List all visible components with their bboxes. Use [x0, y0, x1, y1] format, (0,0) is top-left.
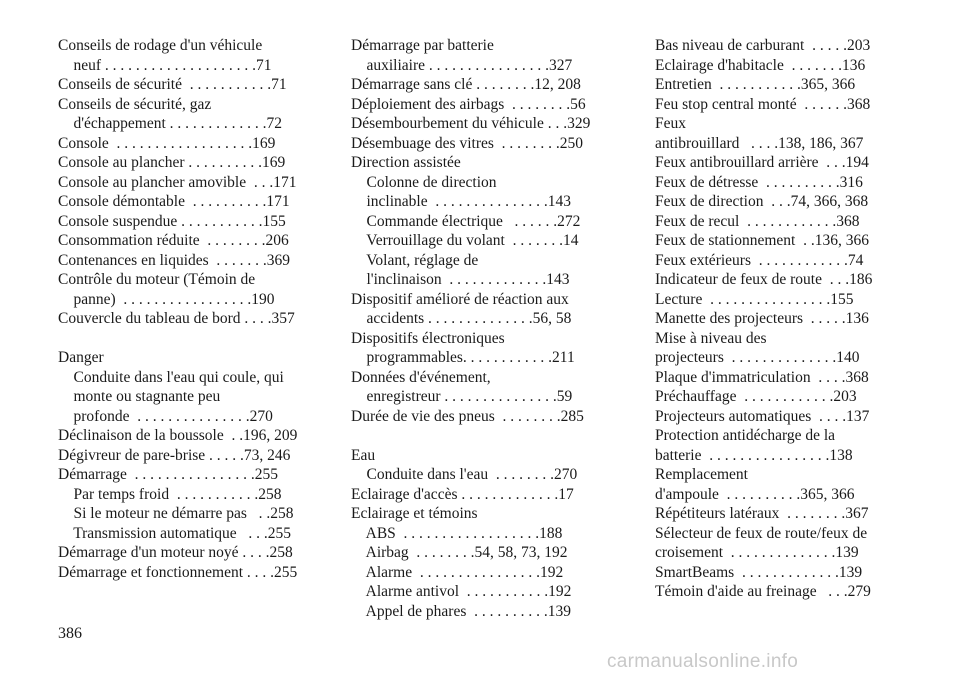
index-entry: Conseils de sécurité . . . . . . . . . . .71	[58, 76, 287, 93]
index-entry: ABS . . . . . . . . . . . . . . . . . .188	[351, 524, 563, 542]
index-entry: Conduite dans l'eau . . . . . . . .270	[351, 466, 578, 483]
index-entry: Démarrage par batterie	[351, 37, 494, 54]
section-gap	[58, 329, 320, 349]
index-entry: Désembourbement du véhicule . . .329	[351, 115, 591, 132]
index-entry: Eclairage d'accès . . . . . . . . . . . . .17	[351, 485, 574, 503]
index-entry: Alarme antivol . . . . . . . . . . .192	[351, 583, 572, 600]
index-entry: Console au plancher amovible . . .171	[58, 173, 297, 191]
index-entry: Couvercle du tableau de bord . . . .357	[58, 310, 295, 327]
index-column-2	[351, 36, 607, 621]
index-entry: Entretien . . . . . . . . . . .365, 366	[655, 76, 856, 93]
index-entry: Airbag . . . . . . . .54, 58, 73, 192	[351, 544, 568, 561]
index-entry: Eclairage et témoins	[351, 505, 478, 522]
index-entry: Console démontable . . . . . . . . . .171	[58, 193, 290, 210]
section-gap	[351, 426, 607, 446]
index-entry: Dispositif amélioré de réaction aux	[351, 290, 569, 308]
index-entry: Conduite dans l'eau qui coule, qui	[58, 368, 284, 386]
index-entry: inclinable . . . . . . . . . . . . . . .143	[351, 193, 571, 210]
index-entry: Feux de recul . . . . . . . . . . . .368	[655, 212, 860, 230]
index-entry: Verrouillage du volant . . . . . . .14	[351, 232, 579, 249]
index-entry: Démarrage d'un moteur noyé . . . .258	[58, 544, 293, 561]
index-entry: Feux	[655, 115, 686, 132]
index-entry: panne) . . . . . . . . . . . . . . . . .190	[58, 290, 275, 308]
index-column-1	[58, 36, 320, 582]
index-entry: Remplacement	[655, 466, 748, 483]
index-entry: Feux de stationnement . .136, 366	[655, 232, 869, 249]
index-entry: Projecteurs automatiques . . . .137	[655, 407, 870, 425]
index-entry: antibrouillard . . . .138, 186, 367	[655, 134, 864, 152]
index-entry: Feux de direction . . .74, 366, 368	[655, 193, 869, 210]
index-entry: Préchauffage . . . . . . . . . . . .203	[655, 388, 857, 405]
index-entry: Alarme . . . . . . . . . . . . . . . .192	[351, 563, 564, 581]
index-entry: monte ou stagnante peu	[58, 388, 221, 405]
index-entry: Transmission automatique . . .255	[58, 524, 291, 542]
index-entry: Sélecteur de feux de route/feux de	[655, 524, 868, 542]
watermark: carmanualsonline.info	[607, 651, 799, 672]
index-entry: l'inclinaison . . . . . . . . . . . . .143	[351, 271, 570, 288]
index-entry: programmables. . . . . . . . . . . .211	[351, 349, 575, 366]
index-entry: Déclinaison de la boussole . .196, 209	[58, 427, 298, 444]
index-entry: Console . . . . . . . . . . . . . . . . . .169	[58, 134, 276, 152]
index-entry: Mise à niveau des	[655, 329, 767, 347]
index-entry: Console au plancher . . . . . . . . . .169	[58, 154, 286, 171]
index-entry: batterie . . . . . . . . . . . . . . . .138	[655, 446, 853, 464]
index-entry: croisement . . . . . . . . . . . . . .139	[655, 544, 859, 561]
index-entry: Colonne de direction	[351, 173, 497, 191]
index-entry: Protection antidécharge de la	[655, 427, 836, 444]
index-entry: Données d'événement,	[351, 368, 491, 386]
index-entry: Répétiteurs latéraux . . . . . . . .367	[655, 505, 869, 522]
index-entry: Indicateur de feux de route . . .186	[655, 271, 873, 288]
index-entry: Consommation réduite . . . . . . . .206	[58, 232, 289, 249]
index-entry: Eclairage d'habitacle . . . . . . .136	[655, 56, 866, 74]
index-entry: enregistreur . . . . . . . . . . . . . . .59	[351, 388, 573, 405]
index-entry: SmartBeams . . . . . . . . . . . . .139	[655, 563, 863, 581]
index-entry: profonde . . . . . . . . . . . . . . .270	[58, 407, 273, 425]
index-entry: Témoin d'aide au freinage . . .279	[655, 583, 871, 600]
index-entry: auxiliaire . . . . . . . . . . . . . . . .327	[351, 56, 573, 74]
index-entry: d'ampoule . . . . . . . . . .365, 366	[655, 485, 855, 503]
index-entry: Désembuage des vitres . . . . . . . .250	[351, 134, 584, 152]
index-entry: Feu stop central monté . . . . . .368	[655, 95, 871, 113]
index-entry: Appel de phares . . . . . . . . . .139	[351, 602, 571, 620]
index-entry: Commande électrique . . . . . .272	[351, 212, 581, 230]
index-entry: Conseils de rodage d'un véhicule	[58, 37, 263, 54]
page-number: 386	[58, 625, 82, 642]
index-entry: Feux extérieurs . . . . . . . . . . . .74	[655, 251, 864, 269]
index-entry: Déploiement des airbags . . . . . . . .56	[351, 95, 586, 113]
index-entry: Plaque d'immatriculation . . . .368	[655, 368, 869, 386]
index-column-3	[655, 36, 898, 602]
index-entry: d'échappement . . . . . . . . . . . . .72	[58, 115, 283, 132]
index-entry: Dégivreur de pare-brise . . . . .73, 246	[58, 446, 291, 464]
index-entry: Contenances en liquides . . . . . . .369	[58, 251, 291, 269]
index-entry: Bas niveau de carburant . . . . .203	[655, 37, 871, 54]
index-entry: Si le moteur ne démarre pas . .258	[58, 505, 294, 522]
index-entry: Manette des projecteurs . . . . .136	[655, 310, 869, 327]
index-entry: Démarrage . . . . . . . . . . . . . . . .255	[58, 466, 278, 483]
index-entry: accidents . . . . . . . . . . . . . .56, 58	[351, 310, 572, 327]
index-entry: Démarrage et fonctionnement . . . .255	[58, 563, 298, 581]
index-entry: Feux antibrouillard arrière . . .194	[655, 154, 869, 171]
index-entry: Dispositifs électroniques	[351, 329, 505, 347]
index-entry: Danger	[58, 349, 104, 366]
index-entry: Console suspendue . . . . . . . . . . .155	[58, 212, 286, 230]
index-entry: Lecture . . . . . . . . . . . . . . . .155	[655, 290, 854, 308]
index-entry: projecteurs . . . . . . . . . . . . . .140	[655, 349, 860, 366]
index-entry: Eau	[351, 446, 376, 464]
index-entry: Conseils de sécurité, gaz	[58, 95, 212, 113]
index-entry: Démarrage sans clé . . . . . . . .12, 208	[351, 76, 581, 93]
index-entry: Feux de détresse . . . . . . . . . .316	[655, 173, 863, 191]
index-entry: Volant, réglage de	[351, 251, 479, 269]
index-entry: Durée de vie des pneus . . . . . . . .285	[351, 407, 584, 425]
index-entry: Direction assistée	[351, 154, 461, 171]
index-entry: Par temps froid . . . . . . . . . . .258	[58, 485, 282, 503]
index-entry: Contrôle du moteur (Témoin de	[58, 271, 256, 288]
index-entry: neuf . . . . . . . . . . . . . . . . . . . .71	[58, 56, 272, 74]
